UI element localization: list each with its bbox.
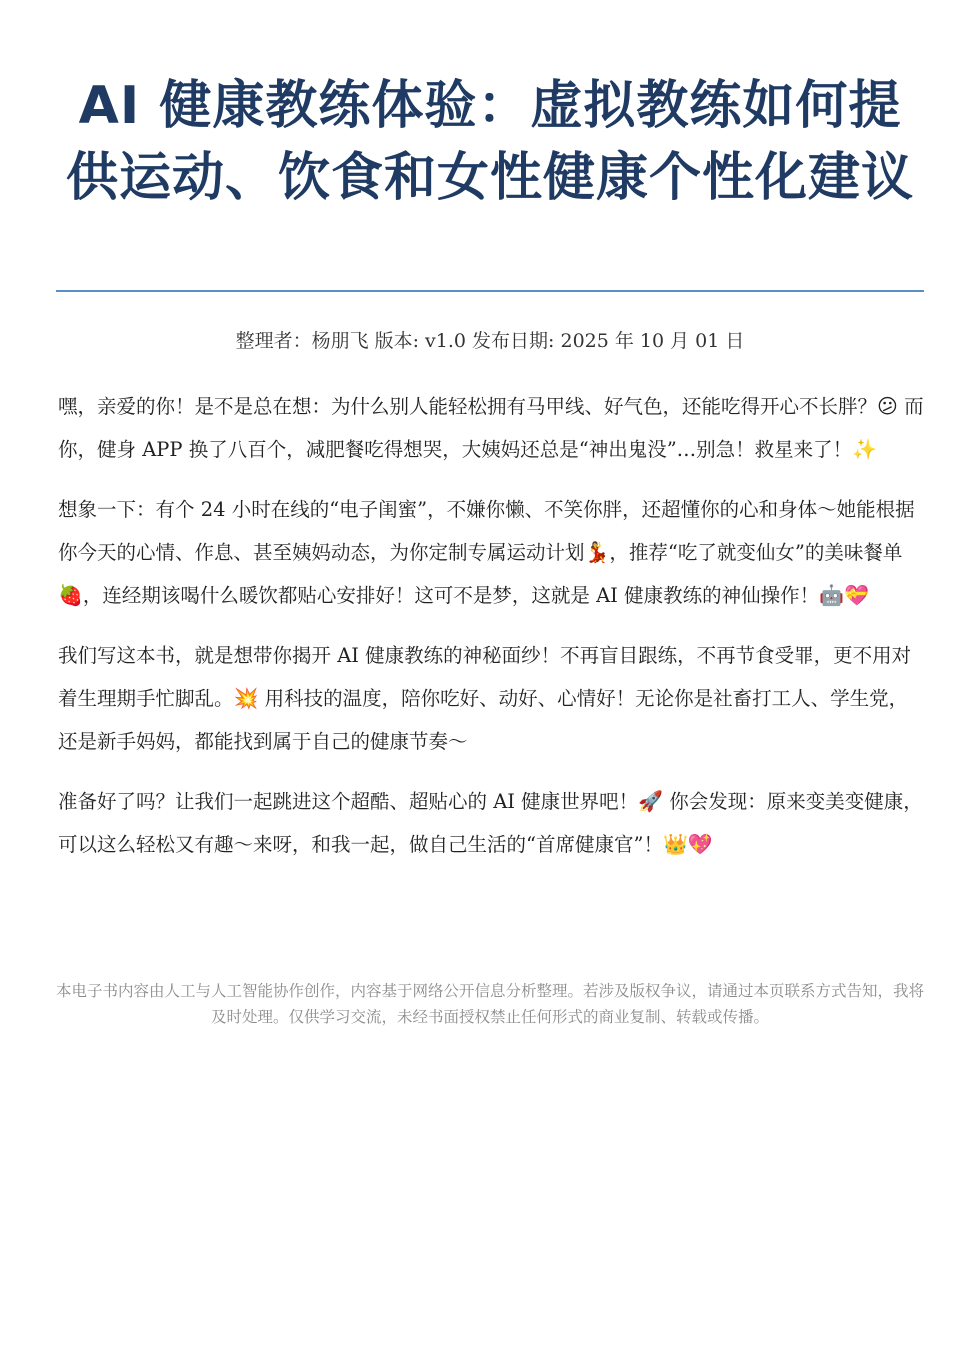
paragraph-text: 而你，健身 APP 换了八百个，减肥餐吃得想哭，大姨妈还总是“神出鬼没”…别急！救星来了！	[58, 395, 924, 461]
copyright-disclaimer: 本电子书内容由人工与人工智能协作创作，内容基于网络公开信息分析整理。若涉及版权争议，请通过本页联系方式告知，我将及时处理。仅供学习交流，未经书面授权禁止任何形式的商业复制、转载或传播。	[56, 982, 925, 1026]
robot-heart-icon: 🤖💝	[819, 583, 869, 607]
confused-face-icon: 😕	[877, 394, 898, 418]
paragraph-text: ，推荐“吃了就变仙女”的美味餐单	[609, 541, 903, 564]
strawberry-icon: 🍓	[58, 583, 83, 607]
title-divider	[56, 290, 924, 292]
paragraph-text: 嘿，亲爱的你！是不是总在想：为什么别人能轻松拥有马甲线、好气色，还能吃得开心不长胖？	[58, 395, 878, 418]
paragraph-text: 我们写这本书，就是想带你揭开 AI 健康教练的神秘面纱！不再盲目跟练，不再节食受罪，更不用对着生理期手忙脚乱。	[58, 644, 912, 710]
sparkles-icon: ✨	[852, 437, 878, 461]
document-body	[58, 385, 924, 883]
invite-paragraph	[58, 780, 924, 866]
intro-paragraph	[58, 385, 924, 471]
crown-heart-icon: 👑💖	[662, 832, 713, 856]
document-meta: 整理者：杨朋飞 版本: v1.0 发布日期: 2025 年 10 月 01 日	[235, 330, 745, 352]
dancer-icon: 💃	[584, 540, 610, 564]
paragraph-text: 用科技的温度，陪你吃好、动好、心情好！无论你是社畜打工人、学生党，还是新手妈妈，都能找到属于自己的健康节奏～	[58, 687, 909, 753]
paragraph-text: 你会发现：原来变美变健康，可以这么轻松又有趣～来呀，和我一起，做自己生活的“首席健康官”！	[58, 790, 923, 856]
paragraph-text: 准备好了吗？让我们一起跳进这个超酷、超贴心的 AI 健康世界吧！	[58, 790, 639, 813]
collision-icon: 💥	[233, 686, 259, 710]
purpose-paragraph	[58, 634, 924, 763]
rocket-icon: 🚀	[638, 789, 664, 813]
paragraph-text: 想象一下：有个 24 小时在线的“电子闺蜜”，不嫌你懒、不笑你胖，还超懂你的心和身体～她能根据你今天的心情、作息、甚至姨妈动态，为你定制专属运动计划	[58, 498, 915, 564]
document-title: AI 健康教练体验：虚拟教练如何提供运动、饮食和女性健康个性化建议	[65, 76, 914, 208]
imagine-paragraph	[58, 488, 924, 617]
paragraph-text: ，连经期该喝什么暖饮都贴心安排好！这可不是梦，这就是 AI 健康教练的神仙操作！	[82, 584, 820, 607]
